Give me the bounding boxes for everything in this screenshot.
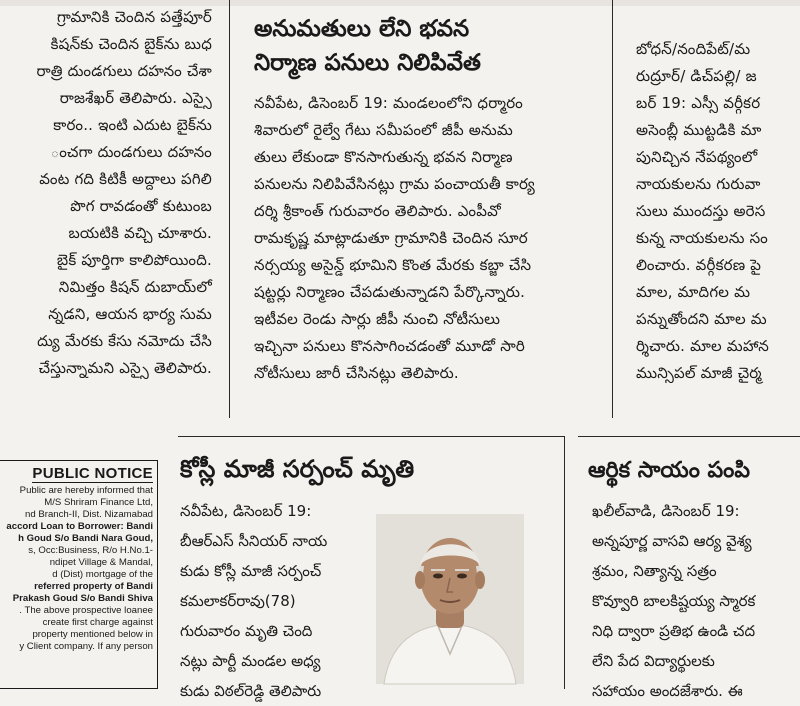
article-line: ంచగా దుండగులు దహనం (50, 143, 212, 161)
article-line: సులు ముందస్తు అరెస (636, 202, 766, 220)
notice-line: property mentioned below in (32, 629, 153, 640)
article-line: ఇచ్చినా పనులు కొనసాగించడంతో మూడో సారి (254, 337, 525, 355)
article-line: నోటీసులు జారీ చేసినట్లు తెలిపారు. (254, 364, 459, 382)
article-line: గ్రామానికి చెందిన పత్తేపూర్ (56, 8, 212, 26)
section-rule (578, 436, 800, 437)
article-line: న్నడని, ఆయన భార్య సుమ (48, 305, 212, 323)
article-line: కొవ్వూరి బాలకిష్టయ్య స్మారక (592, 592, 756, 610)
article-line: బైక్ పూర్తిగా కాలిపోయింది. (56, 251, 212, 269)
article-line: శ్రమం, నిత్యాన్న సత్రం (592, 562, 717, 580)
column-rule (564, 436, 565, 689)
article-line: రుద్రూర్/ డిచ్‌పల్లి/ జ (636, 67, 757, 85)
notice-line: referred property of Bandi (34, 581, 153, 592)
headline: నిర్మాణ పనులు నిలిపివేత (254, 50, 481, 76)
article-line: పనులను నిలిపివేసినట్లు గ్రామ పంచాయతీ కార్య (254, 175, 535, 193)
article-line: తులు లేకుండా కొనసాగుతున్న భవన నిర్మాణ (254, 148, 513, 166)
article-line: కారం.. ఇంటి ఎదుట బైక్‌ను (53, 116, 212, 134)
article-line: కున్న నాయకులను సం (636, 229, 768, 247)
article-line: పునిచ్చిన నేపథ్యంలో (636, 148, 758, 166)
aid-article (578, 440, 800, 700)
notice-line: ndipet Village & Mandal, (49, 557, 153, 568)
notice-line: h Goud S/o Bandi Nara Goud, (18, 533, 153, 544)
obituary-photo (376, 514, 524, 684)
article-line: లించారు. వర్గీకరణ పై (636, 256, 762, 274)
article-line: ర్శిచారు. మాల మహాన (636, 337, 769, 355)
notice-line: Public are hereby informed that (19, 485, 153, 496)
portrait-image (376, 514, 524, 684)
notice-line: Prakash Goud S/o Bandi Shiva (12, 593, 153, 604)
right-top-article (622, 0, 800, 418)
public-notice (0, 460, 158, 689)
article-line: నట్లు పార్టీ మండల అధ్య (180, 652, 321, 670)
article-line: పన్నుతోందని మాల మ (636, 310, 767, 328)
headline: అనుమతులు లేని భవన (254, 16, 470, 42)
article-line: మున్సిపల్ మాజీ చైర్మ (636, 364, 762, 382)
article-line: బీఆర్ఎస్ సీనియర్ నాయ (180, 532, 328, 550)
article-line: నర్సయ్య అసైన్డ్ భూమిని కొంత మేరకు కబ్జా చేసి (254, 256, 532, 274)
article-line: రామకృష్ణ మాట్లాడుతూ గ్రామానికి చెందిన సూర (254, 229, 528, 247)
article-line: నాయకులను గురువా (636, 175, 761, 193)
article-line: అసెంబ్లీ ముట్టడికి మా (636, 121, 762, 139)
article-line: కిషన్‌కు చెందిన బైక్‌ను బుధ (50, 35, 212, 53)
column-rule (612, 0, 613, 418)
article-line: నిమిత్తం కిషన్ దుబాయ్‌లో (58, 278, 212, 296)
article-line: కుడు విఠల్‌రెడ్డి తెలిపారు (180, 682, 322, 700)
article-line: షట్టర్లు నిర్మాణం చేపడుతున్నాడని పేర్కొన్నారు. (254, 283, 526, 301)
article-line: నవీపేట, డిసెంబర్ 19: మండలంలోని ధర్మారం (254, 94, 523, 112)
article-line: సహాయం అందజేశారు. ఈ (592, 682, 743, 700)
notice-line: accord Loan to Borrower: Bandi (6, 521, 153, 532)
article-line: బయటికి వచ్చి చూశారు. (68, 224, 212, 242)
article-line: నవీపేట, డిసెంబర్ 19: (180, 502, 312, 520)
article-line: అన్నపూర్ణ వాసవి ఆర్య వైశ్య (592, 532, 752, 550)
article-line: శివారులో రైల్వే గేటు సమీపంలో జీపీ అనుమ (254, 121, 513, 139)
article-line: బర్ 19: ఎస్సీ వర్గీకర (636, 94, 761, 112)
article-line: ఖలీల్‌వాడి, డిసెంబర్ 19: (592, 502, 740, 520)
section-rule (178, 436, 564, 437)
article-line: దర్శి శ్రీకాంత్ గురువారం తెలిపారు. ఎంపీవో (254, 202, 501, 220)
article-line: బోధన్/నందిపేట్/మ (636, 40, 751, 58)
left-top-article (0, 0, 218, 418)
notice-line: s, Occ:Business, R/o H.No.1- (28, 545, 153, 556)
notice-line: nd Branch-II, Dist. Nizamabad (25, 509, 153, 520)
article-line: వంట గది కిటికీ అద్దాలు పగిలి (39, 170, 212, 188)
center-top-article (236, 0, 600, 418)
article-line: లేని పేద విద్యార్థులకు (592, 652, 715, 670)
article-line: గురువారం మృతి చెంది (180, 622, 313, 640)
article-line: పొగ రావడంతో కుటుంబ (70, 197, 212, 215)
notice-line: M/S Shriram Finance Ltd, (44, 497, 153, 508)
notice-title: PUBLIC NOTICE (32, 465, 153, 482)
article-line: ఇటీవల రెండు సార్లు జీపీ నుంచి నోటీసులు (254, 310, 501, 328)
notice-line: d (Dist) mortgage of the (52, 569, 153, 580)
notice-line: y Client company. If any person (19, 641, 153, 652)
article-line: రాత్రి దుండగులు దహనం చేశా (36, 62, 212, 80)
column-rule (229, 0, 230, 418)
article-line: మాల, మాదిగల మ (636, 283, 751, 301)
headline: ఆర్థిక సాయం పంపి (588, 458, 750, 483)
article-line: కుడు కోస్లీ మాజీ సర్పంచ్ (180, 562, 322, 580)
article-line: కమలాకర్‌రావు(78) (180, 592, 296, 610)
headline: కోస్లీ మాజీ సర్పంచ్ మృతి (180, 455, 415, 483)
notice-line: create first charge against (42, 617, 153, 628)
notice-line: . The above prospective loanee (19, 605, 153, 616)
article-line: ద్యు మేరకు కేసు నమోదు చేసి (37, 332, 212, 350)
article-line: చేస్తున్నామని ఎస్సై తెలిపారు. (38, 359, 212, 377)
article-line: నిధి ద్వారా ప్రతిభ ఉండి చద (592, 622, 756, 640)
article-line: రాజశేఖర్ తెలిపారు. ఎస్సై (59, 89, 212, 107)
